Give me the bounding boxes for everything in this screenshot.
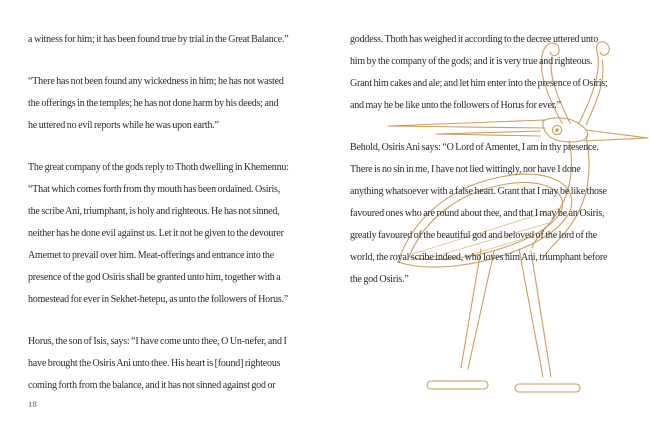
text-line: favoured ones who are round about thee, and that I may be an Osiris, (350, 208, 605, 219)
paragraph (28, 157, 318, 311)
text-line: have brought the Osiris Ani unto thee. His heart is [found] righteous (28, 358, 281, 369)
text-line: Horus, the son of Isis, says: “I have come unto thee, O Un-nefer, and I (28, 336, 287, 347)
text-line: a witness for him; it has been found true by trial in the Great Balance.” (28, 34, 289, 45)
paragraph (350, 29, 630, 117)
text-line: Grant him cakes and ale; and let him enter into the presence of Osiris; (350, 78, 608, 89)
text-line: neither has he done evil against us. Let it not be given to the devourer (28, 228, 284, 239)
text-line: he uttered no evil reports while he was upon earth.” (28, 120, 219, 131)
left-page-text (28, 29, 318, 417)
text-line: Amemet to prevail over him. Meat-offerings and entrance into the (28, 250, 274, 261)
paragraph (28, 29, 318, 51)
text-line: him by the company of the gods; and it is very true and righteous. (350, 56, 593, 67)
heron-right-foot (515, 384, 580, 392)
text-line: The great company of the gods reply to Thoth dwelling in Khemennu: (28, 162, 289, 173)
text-line: and may he be like unto the followers of Horus for ever.” (350, 100, 561, 111)
text-line: world, the royal scribe indeed, who loves him Ani, triumphant before (350, 252, 608, 263)
text-line: the scribe Ani, triumphant, is holy and righteous. He has not sinned, (28, 206, 280, 217)
text-line: There is no sin in me, I have not lied wittingly, nor have I done (350, 164, 581, 175)
paragraph (350, 137, 630, 291)
text-line: homestead for ever in Sekhet-hetepu, as unto the followers of Horus.” (28, 294, 289, 305)
text-line: greatly favoured of the beautiful god and beloved of the lord of the (350, 230, 597, 241)
text-line: the offerings in the temples; he has not done harm by his deeds; and (28, 98, 279, 109)
heron-left-foot (427, 381, 488, 389)
right-page-text (350, 29, 630, 311)
text-line: presence of the god Osiris shall be granted unto him, together with a (28, 272, 281, 283)
text-line: “That which comes forth from thy mouth has been ordained. Osiris, (28, 184, 281, 195)
text-line: anything whatsoever with a false heart. Grant that I may be like those (350, 186, 607, 197)
text-line: Behold, Osiris Ani says: “O Lord of Amentet, I am in thy presence. (350, 142, 599, 153)
page-number: 18 (28, 399, 38, 409)
text-line: the god Osiris.” (350, 274, 409, 285)
text-line: “There has not been found any wickedness in him; he has not wasted (28, 76, 284, 87)
paragraph (28, 71, 318, 137)
text-line: goddess. Thoth has weighed it according to the decree uttered unto (350, 34, 599, 45)
paragraph (28, 331, 318, 397)
text-line: coming forth from the balance, and it has not sinned against god or (28, 380, 276, 391)
